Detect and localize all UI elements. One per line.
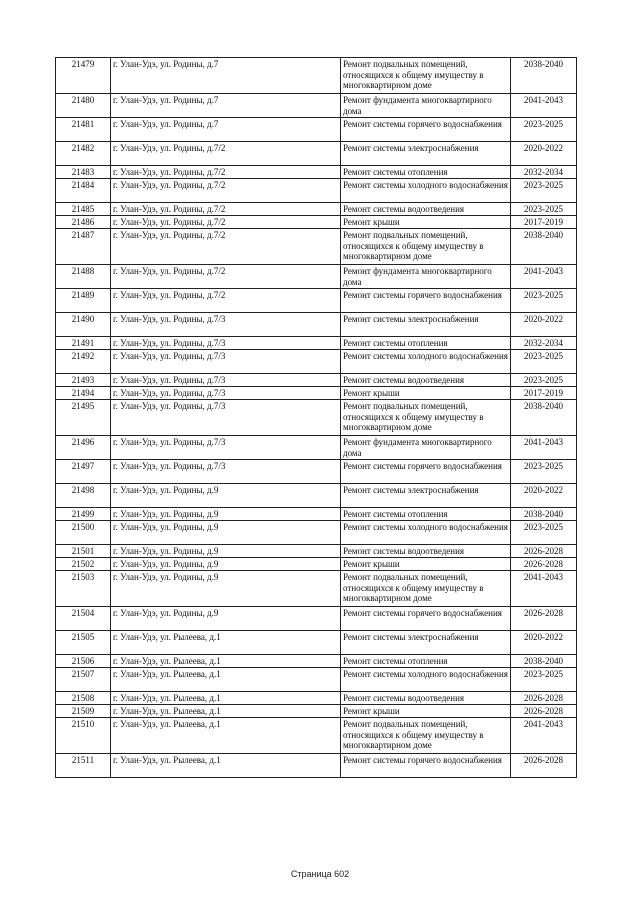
table-row <box>56 460 577 484</box>
row-address: г. Улан-Удэ, ул. Родины, д.7 <box>111 118 341 142</box>
table-row <box>56 216 577 229</box>
row-number: 21485 <box>56 203 111 216</box>
row-number: 21479 <box>56 58 111 94</box>
row-address: г. Улан-Удэ, ул. Родины, д.7 <box>111 94 341 118</box>
row-period: 2023-2025 <box>511 374 577 387</box>
table-row <box>56 521 577 545</box>
table-row <box>56 631 577 655</box>
row-address: г. Улан-Удэ, ул. Рылеева, д.1 <box>111 631 341 655</box>
row-work-type: Ремонт фундамента многоквартирного дома <box>341 436 511 460</box>
row-period: 2041-2043 <box>511 265 577 289</box>
row-number: 21509 <box>56 705 111 718</box>
row-number: 21498 <box>56 484 111 508</box>
row-address: г. Улан-Удэ, ул. Рылеева, д.1 <box>111 718 341 754</box>
row-period: 2032-2034 <box>511 166 577 179</box>
table-row <box>56 166 577 179</box>
row-number: 21489 <box>56 289 111 313</box>
row-address: г. Улан-Удэ, ул. Родины, д.7/3 <box>111 436 341 460</box>
works-table <box>55 57 577 778</box>
row-address: г. Улан-Удэ, ул. Родины, д.7/2 <box>111 216 341 229</box>
row-address: г. Улан-Удэ, ул. Родины, д.7/3 <box>111 350 341 374</box>
row-address: г. Улан-Удэ, ул. Родины, д.7/2 <box>111 203 341 216</box>
row-period: 2041-2043 <box>511 94 577 118</box>
row-period: 2026-2028 <box>511 692 577 705</box>
row-number: 21500 <box>56 521 111 545</box>
row-number: 21490 <box>56 313 111 337</box>
table-row <box>56 692 577 705</box>
row-address: г. Улан-Удэ, ул. Родины, д.9 <box>111 545 341 558</box>
table-row <box>56 607 577 631</box>
row-work-type: Ремонт системы холодного водоснабжения <box>341 521 511 545</box>
table-row <box>56 58 577 94</box>
row-period: 2023-2025 <box>511 521 577 545</box>
row-period: 2026-2028 <box>511 705 577 718</box>
row-number: 21482 <box>56 142 111 166</box>
table-row <box>56 545 577 558</box>
row-number: 21497 <box>56 460 111 484</box>
row-address: г. Улан-Удэ, ул. Родины, д.7/2 <box>111 142 341 166</box>
row-period: 2023-2025 <box>511 203 577 216</box>
row-address: г. Улан-Удэ, ул. Рылеева, д.1 <box>111 668 341 692</box>
row-number: 21508 <box>56 692 111 705</box>
row-work-type: Ремонт системы холодного водоснабжения <box>341 350 511 374</box>
row-period: 2026-2028 <box>511 558 577 571</box>
row-number: 21492 <box>56 350 111 374</box>
table-row <box>56 754 577 778</box>
row-address: г. Улан-Удэ, ул. Родины, д.9 <box>111 521 341 545</box>
row-work-type: Ремонт системы электроснабжения <box>341 631 511 655</box>
table-row <box>56 436 577 460</box>
row-number: 21503 <box>56 571 111 607</box>
table-row <box>56 400 577 436</box>
row-period: 2026-2028 <box>511 607 577 631</box>
row-period: 2020-2022 <box>511 484 577 508</box>
row-work-type: Ремонт системы горячего водоснабжения <box>341 607 511 631</box>
row-number: 21483 <box>56 166 111 179</box>
table-row <box>56 655 577 668</box>
row-number: 21488 <box>56 265 111 289</box>
row-number: 21501 <box>56 545 111 558</box>
table-row <box>56 387 577 400</box>
table-row <box>56 203 577 216</box>
row-work-type: Ремонт фундамента многоквартирного дома <box>341 94 511 118</box>
row-number: 21510 <box>56 718 111 754</box>
row-period: 2038-2040 <box>511 58 577 94</box>
row-address: г. Улан-Удэ, ул. Родины, д.7/2 <box>111 265 341 289</box>
row-period: 2038-2040 <box>511 655 577 668</box>
table-row <box>56 718 577 754</box>
table-row <box>56 142 577 166</box>
row-number: 21504 <box>56 607 111 631</box>
row-address: г. Улан-Удэ, ул. Родины, д.7/3 <box>111 460 341 484</box>
row-address: г. Улан-Удэ, ул. Родины, д.9 <box>111 571 341 607</box>
row-number: 21494 <box>56 387 111 400</box>
row-period: 2020-2022 <box>511 142 577 166</box>
row-address: г. Улан-Удэ, ул. Родины, д.9 <box>111 607 341 631</box>
table-row <box>56 229 577 265</box>
row-number: 21502 <box>56 558 111 571</box>
table-row <box>56 668 577 692</box>
row-work-type: Ремонт крыши <box>341 705 511 718</box>
row-work-type: Ремонт системы электроснабжения <box>341 313 511 337</box>
row-period: 2026-2028 <box>511 754 577 778</box>
table-row <box>56 94 577 118</box>
row-work-type: Ремонт подвальных помещений, относящихся к общему имуществу в многоквартирном доме <box>341 229 511 265</box>
row-period: 2020-2022 <box>511 631 577 655</box>
row-period: 2023-2025 <box>511 179 577 203</box>
row-address: г. Улан-Удэ, ул. Родины, д.7/3 <box>111 400 341 436</box>
page-number: Страница 602 <box>290 869 350 879</box>
row-number: 21487 <box>56 229 111 265</box>
row-number: 21484 <box>56 179 111 203</box>
row-address: г. Улан-Удэ, ул. Родины, д.7/2 <box>111 179 341 203</box>
table-row <box>56 337 577 350</box>
row-number: 21495 <box>56 400 111 436</box>
row-period: 2023-2025 <box>511 350 577 374</box>
row-address: г. Улан-Удэ, ул. Родины, д.7/3 <box>111 387 341 400</box>
row-number: 21499 <box>56 508 111 521</box>
row-period: 2026-2028 <box>511 545 577 558</box>
table-row <box>56 571 577 607</box>
row-work-type: Ремонт системы водоотведения <box>341 203 511 216</box>
row-number: 21493 <box>56 374 111 387</box>
row-work-type: Ремонт фундамента многоквартирного дома <box>341 265 511 289</box>
row-work-type: Ремонт подвальных помещений, относящихся к общему имуществу в многоквартирном доме <box>341 718 511 754</box>
row-work-type: Ремонт подвальных помещений, относящихся к общему имуществу в многоквартирном доме <box>341 571 511 607</box>
row-address: г. Улан-Удэ, ул. Родины, д.7/3 <box>111 374 341 387</box>
row-period: 2023-2025 <box>511 289 577 313</box>
row-number: 21507 <box>56 668 111 692</box>
table-row <box>56 350 577 374</box>
row-period: 2041-2043 <box>511 718 577 754</box>
row-work-type: Ремонт системы горячего водоснабжения <box>341 118 511 142</box>
row-number: 21496 <box>56 436 111 460</box>
row-number: 21486 <box>56 216 111 229</box>
row-work-type: Ремонт системы холодного водоснабжения <box>341 179 511 203</box>
row-work-type: Ремонт системы водоотведения <box>341 374 511 387</box>
row-work-type: Ремонт системы холодного водоснабжения <box>341 668 511 692</box>
table-row <box>56 289 577 313</box>
row-work-type: Ремонт системы отопления <box>341 166 511 179</box>
row-address: г. Улан-Удэ, ул. Родины, д.9 <box>111 558 341 571</box>
row-number: 21506 <box>56 655 111 668</box>
row-work-type: Ремонт крыши <box>341 558 511 571</box>
row-work-type: Ремонт системы электроснабжения <box>341 484 511 508</box>
row-period: 2032-2034 <box>511 337 577 350</box>
row-work-type: Ремонт системы горячего водоснабжения <box>341 460 511 484</box>
row-period: 2020-2022 <box>511 313 577 337</box>
row-period: 2023-2025 <box>511 460 577 484</box>
row-period: 2023-2025 <box>511 118 577 142</box>
row-address: г. Улан-Удэ, ул. Родины, д.7/2 <box>111 289 341 313</box>
works-table-body <box>56 58 577 778</box>
table-row <box>56 705 577 718</box>
table-row <box>56 374 577 387</box>
row-work-type: Ремонт крыши <box>341 387 511 400</box>
row-address: г. Улан-Удэ, ул. Рылеева, д.1 <box>111 705 341 718</box>
row-number: 21505 <box>56 631 111 655</box>
row-work-type: Ремонт системы отопления <box>341 337 511 350</box>
table-row <box>56 484 577 508</box>
row-period: 2041-2043 <box>511 571 577 607</box>
row-period: 2023-2025 <box>511 668 577 692</box>
table-row <box>56 508 577 521</box>
row-work-type: Ремонт системы отопления <box>341 655 511 668</box>
table-row <box>56 313 577 337</box>
table-row <box>56 558 577 571</box>
row-work-type: Ремонт подвальных помещений, относящихся к общему имуществу в многоквартирном доме <box>341 400 511 436</box>
table-row <box>56 179 577 203</box>
row-period: 2017-2019 <box>511 387 577 400</box>
row-work-type: Ремонт крыши <box>341 216 511 229</box>
row-address: г. Улан-Удэ, ул. Рылеева, д.1 <box>111 692 341 705</box>
row-number: 21481 <box>56 118 111 142</box>
row-work-type: Ремонт системы водоотведения <box>341 545 511 558</box>
row-address: г. Улан-Удэ, ул. Родины, д.7/2 <box>111 166 341 179</box>
row-address: г. Улан-Удэ, ул. Рылеева, д.1 <box>111 655 341 668</box>
row-work-type: Ремонт системы электроснабжения <box>341 142 511 166</box>
row-period: 2017-2019 <box>511 216 577 229</box>
row-address: г. Улан-Удэ, ул. Родины, д.7/3 <box>111 337 341 350</box>
row-address: г. Улан-Удэ, ул. Родины, д.7/2 <box>111 229 341 265</box>
row-address: г. Улан-Удэ, ул. Родины, д.9 <box>111 508 341 521</box>
row-period: 2041-2043 <box>511 436 577 460</box>
row-number: 21480 <box>56 94 111 118</box>
page-footer <box>0 869 640 879</box>
row-period: 2038-2040 <box>511 508 577 521</box>
row-address: г. Улан-Удэ, ул. Родины, д.7 <box>111 58 341 94</box>
row-period: 2038-2040 <box>511 229 577 265</box>
row-address: г. Улан-Удэ, ул. Родины, д.7/3 <box>111 313 341 337</box>
row-work-type: Ремонт системы горячего водоснабжения <box>341 289 511 313</box>
row-period: 2038-2040 <box>511 400 577 436</box>
row-work-type: Ремонт системы отопления <box>341 508 511 521</box>
row-number: 21511 <box>56 754 111 778</box>
row-address: г. Улан-Удэ, ул. Родины, д.9 <box>111 484 341 508</box>
row-address: г. Улан-Удэ, ул. Рылеева, д.1 <box>111 754 341 778</box>
table-row <box>56 265 577 289</box>
row-work-type: Ремонт подвальных помещений, относящихся к общему имуществу в многоквартирном доме <box>341 58 511 94</box>
row-work-type: Ремонт системы водоотведения <box>341 692 511 705</box>
row-work-type: Ремонт системы горячего водоснабжения <box>341 754 511 778</box>
row-number: 21491 <box>56 337 111 350</box>
table-row <box>56 118 577 142</box>
